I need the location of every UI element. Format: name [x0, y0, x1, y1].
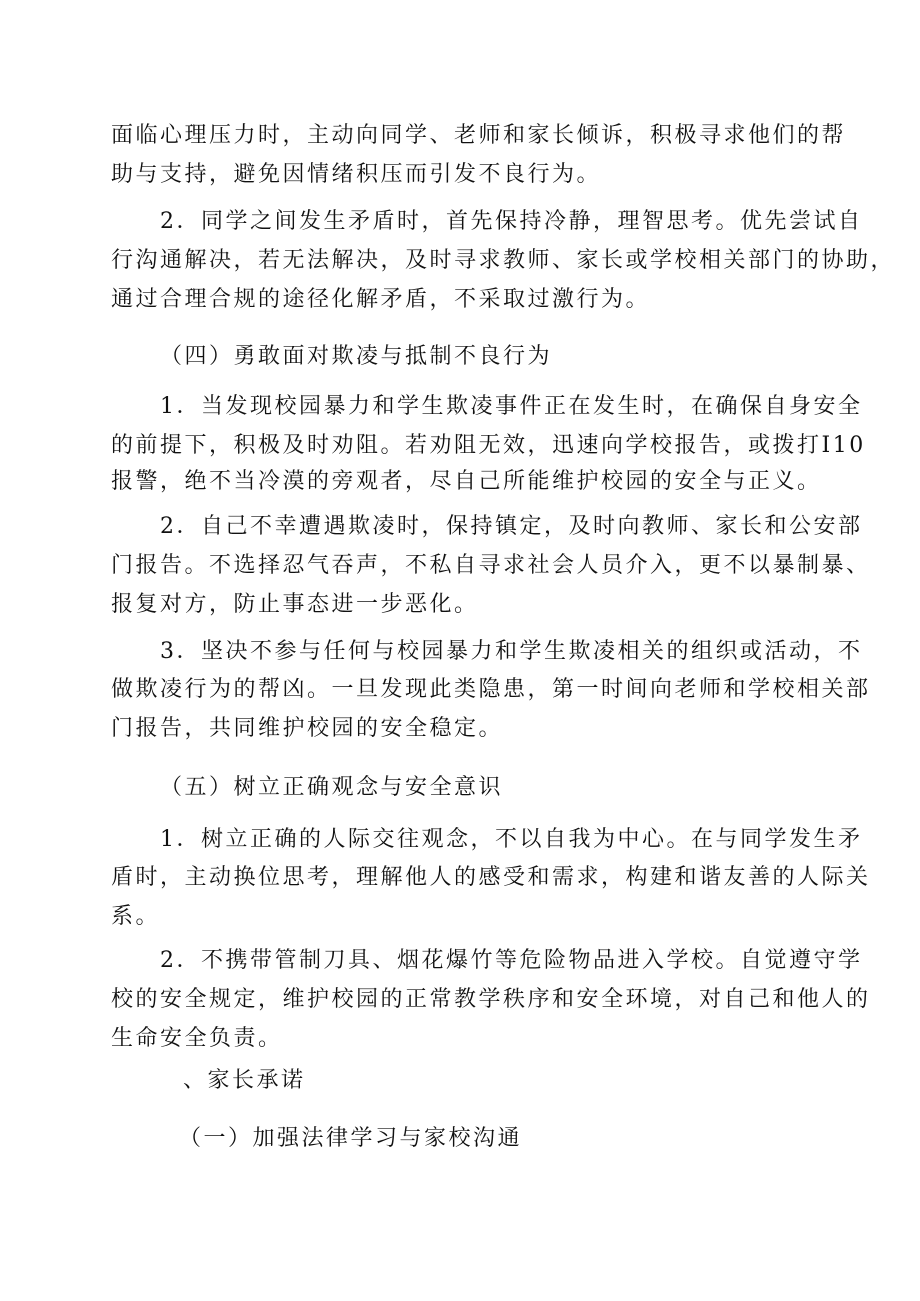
paragraph-line: 报警，绝不当冷漠的旁观者，尽自己所能维护校园的安全与正义。: [111, 469, 822, 494]
paragraph-line: 2．同学之间发生矛盾时，首先保持冷静，理智思考。优先尝试自: [160, 209, 863, 234]
paragraph-line: 1．树立正确的人际交往观念，不以自我为中心。在与同学发生矛: [160, 827, 863, 852]
paragraph-line: 报复对方，防止事态进一步恶化。: [111, 592, 479, 617]
section-heading: （五）树立正确观念与安全意识: [160, 775, 504, 800]
paragraph-line: 校的安全规定，维护校园的正常教学秩序和安全环境，对自己和他人的: [111, 987, 871, 1012]
paragraph-line: 门报告，共同维护校园的安全稳定。: [111, 716, 504, 741]
paragraph-line: 门报告。不选择忍气吞声，不私自寻求社会人员介入，更不以暴制暴、: [111, 553, 871, 578]
paragraph-line: 盾时，主动换位思考，理解他人的感受和需求，构建和谐友善的人际关: [111, 865, 871, 890]
paragraph-line: 系。: [111, 904, 161, 929]
paragraph-line: 面临心理压力时，主动向同学、老师和家长倾诉，积极寻求他们的帮: [111, 123, 847, 148]
paragraph-line: 1．当发现校园暴力和学生欺凌事件正在发生时，在确保自身安全: [160, 394, 863, 419]
paragraph-line: 助与支持，避免因情绪积压而引发不良行为。: [111, 162, 602, 187]
section-heading: （一）加强法律学习与家校沟通: [179, 1126, 523, 1151]
paragraph-line: 2．不携带管制刀具、烟花爆竹等危险物品进入学校。自觉遵守学: [160, 948, 863, 973]
paragraph-line: 通过合理合规的途径化解矛盾，不采取过激行为。: [111, 287, 651, 312]
paragraph-line: 的前提下，积极及时劝阻。若劝阻无效，迅速向学校报告，或拨打I10: [111, 433, 866, 458]
paragraph-line: 做欺凌行为的帮凶。一旦发现此类隐患，第一时间向老师和学校相关部: [111, 677, 871, 702]
section-heading: 、家长承诺: [183, 1068, 306, 1093]
paragraph-line: 2．自己不幸遭遇欺凌时，保持镇定，及时向教师、家长和公安部: [160, 514, 863, 539]
paragraph-line: 3．坚决不参与任何与校园暴力和学生欺凌相关的组织或活动，不: [160, 639, 863, 664]
paragraph-line: 生命安全负责。: [111, 1026, 283, 1051]
section-heading: （四）勇敢面对欺凌与抵制不良行为: [160, 344, 553, 369]
paragraph-line: 行沟通解决，若无法解决，及时寻求教师、家长或学校相关部门的协助，: [111, 248, 896, 273]
